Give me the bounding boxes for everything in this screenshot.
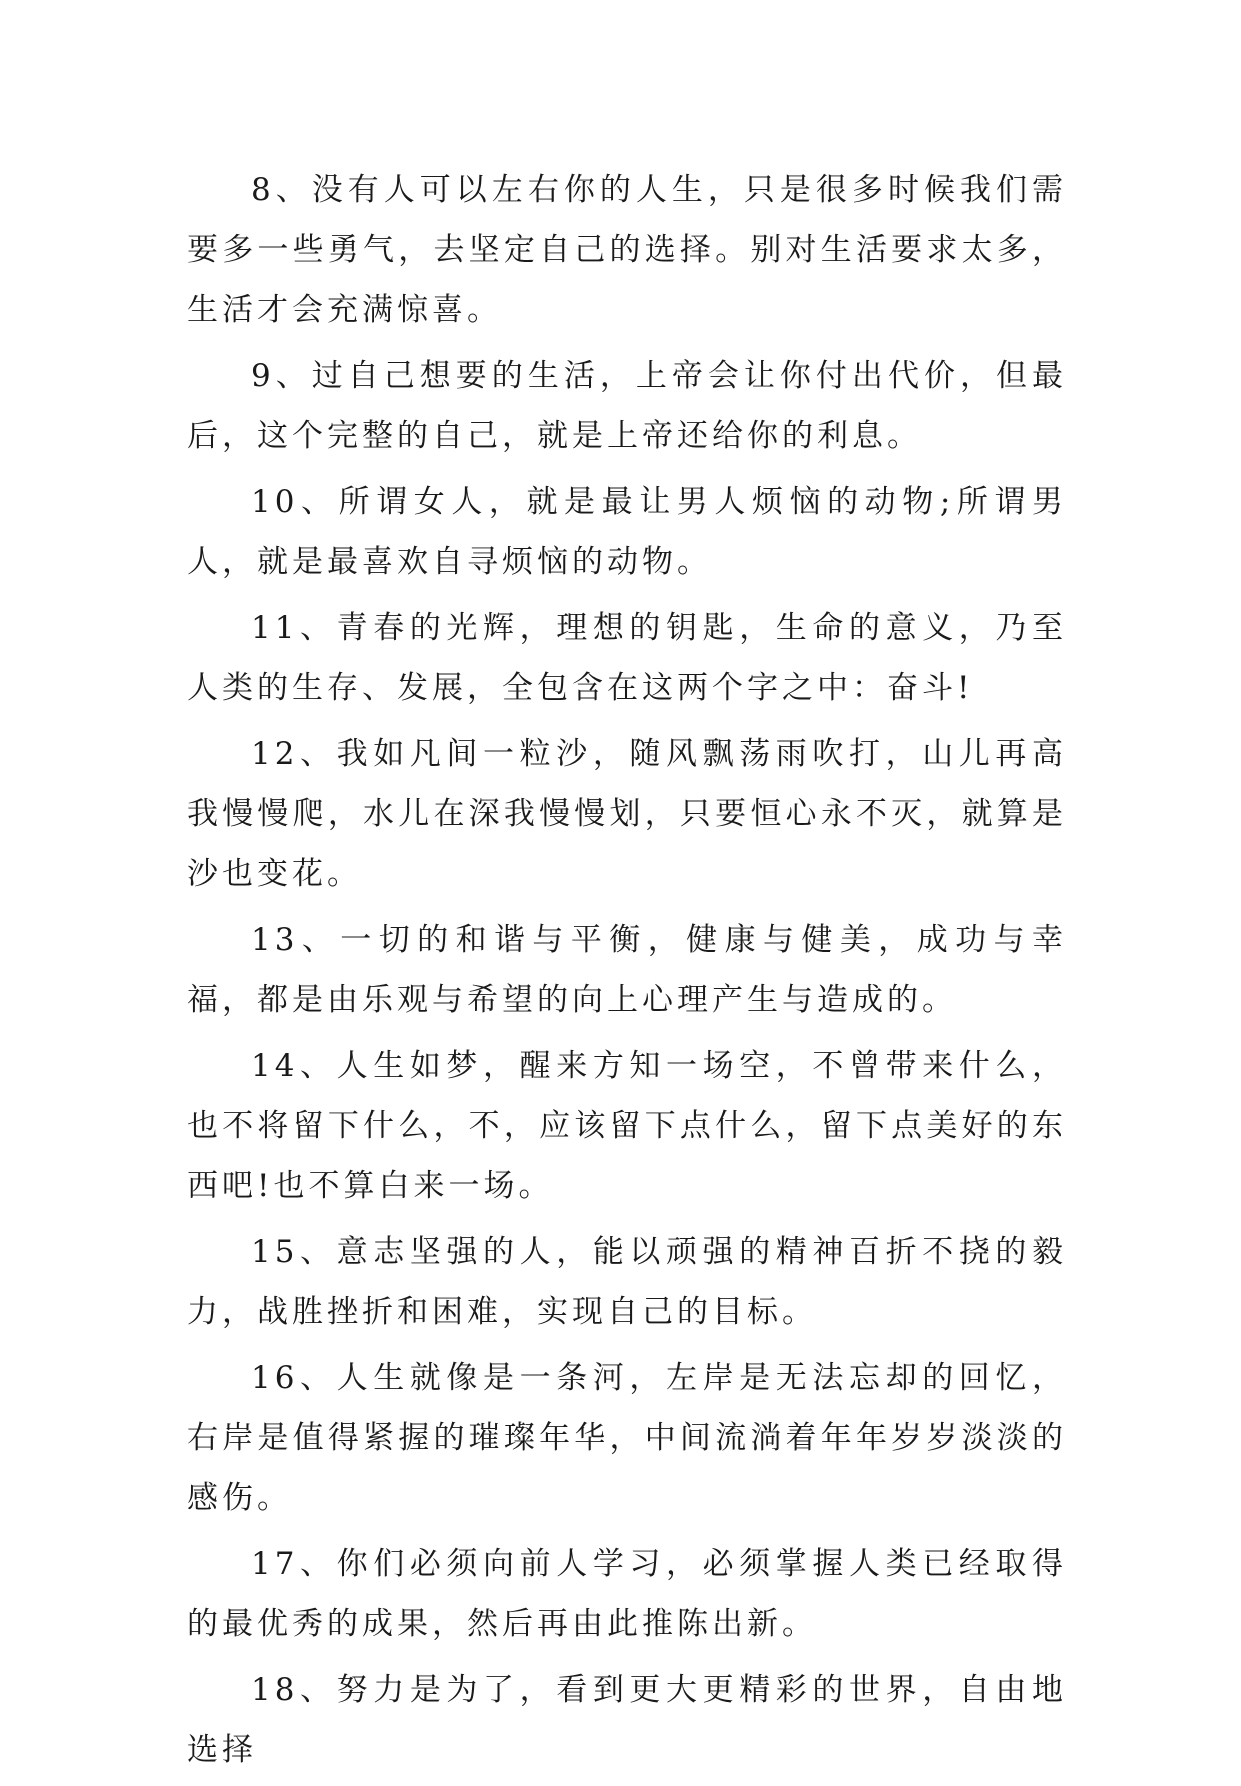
paragraph-15: 15、意志坚强的人，能以顽强的精神百折不挠的毅力，战胜挫折和困难，实现自己的目标。 [187, 1234, 1067, 1330]
paragraph-8: 8、没有人可以左右你的人生，只是很多时候我们需要多一些勇气，去坚定自己的选择。别对生活要求太多，生活才会充满惊喜。 [187, 172, 1067, 328]
document-body [187, 160, 1067, 1786]
paragraph-16: 16、人生就像是一条河，左岸是无法忘却的回忆，右岸是值得紧握的璀璨年华，中间流淌着年年岁岁淡淡的感伤。 [187, 1360, 1067, 1516]
paragraph-9: 9、过自己想要的生活，上帝会让你付出代价，但最后，这个完整的自己，就是上帝还给你的利息。 [187, 358, 1067, 454]
paragraph-17: 17、你们必须向前人学习，必须掌握人类已经取得的最优秀的成果，然后再由此推陈出新。 [187, 1546, 1067, 1642]
paragraph-10: 10、所谓女人，就是最让男人烦恼的动物;所谓男人，就是最喜欢自寻烦恼的动物。 [187, 484, 1067, 580]
paragraph-11: 11、青春的光辉，理想的钥匙，生命的意义，乃至人类的生存、发展，全包含在这两个字之中：奋斗! [187, 610, 1067, 706]
paragraph-13: 13、一切的和谐与平衡，健康与健美，成功与幸福，都是由乐观与希望的向上心理产生与造成的。 [187, 922, 1067, 1018]
paragraph-14: 14、人生如梦，醒来方知一场空，不曾带来什么，也不将留下什么，不，应该留下点什么，留下点美好的东西吧!也不算白来一场。 [187, 1048, 1067, 1204]
paragraph-18: 18、努力是为了，看到更大更精彩的世界，自由地选择 [187, 1672, 1067, 1768]
paragraph-12: 12、我如凡间一粒沙，随风飘荡雨吹打，山儿再高我慢慢爬，水儿在深我慢慢划，只要恒心永不灭，就算是沙也变花。 [187, 736, 1067, 892]
